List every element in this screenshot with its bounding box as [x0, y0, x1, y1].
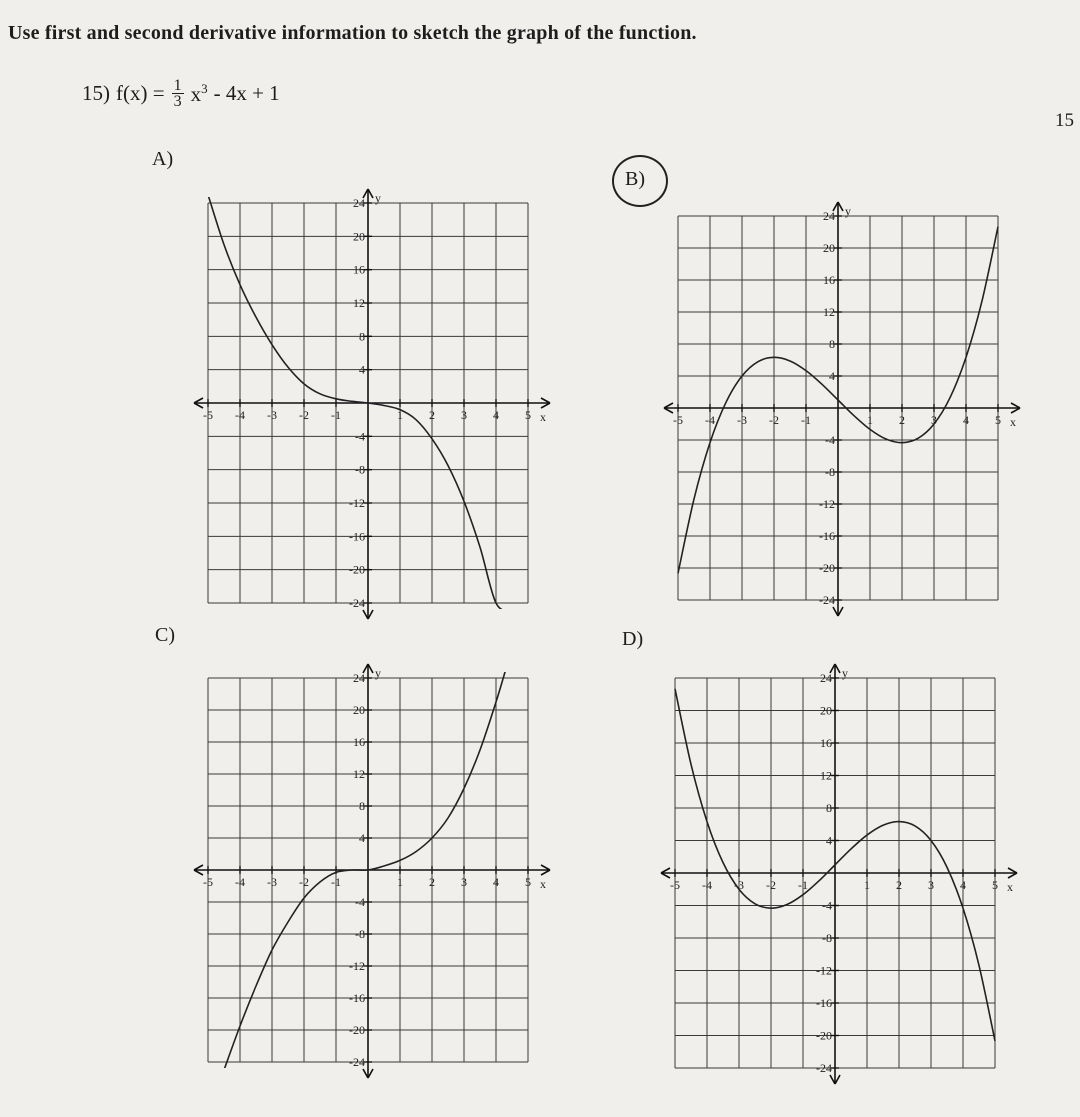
y-tick-label: 20 [823, 241, 835, 255]
y-tick-label: 12 [353, 767, 365, 781]
x-tick-label: -1 [801, 413, 811, 427]
x-tick-label: -1 [798, 878, 808, 892]
x-tick-label: -5 [670, 878, 680, 892]
x-tick-label: 2 [429, 408, 435, 422]
option-label-c[interactable]: C) [155, 624, 175, 646]
y-tick-label: 12 [353, 296, 365, 310]
x-tick-label: -4 [702, 878, 712, 892]
x-tick-label: -1 [331, 408, 341, 422]
y-tick-label: -20 [349, 562, 365, 577]
x-tick-label: 3 [461, 408, 467, 422]
x-axis-label: x [540, 410, 546, 424]
y-tick-label: 12 [823, 305, 835, 319]
x-tick-label: -2 [299, 875, 309, 889]
x-tick-label: 5 [525, 408, 531, 422]
y-tick-label: -24 [349, 1055, 365, 1069]
y-tick-label: -8 [822, 931, 832, 945]
function-rest: - 4x + 1 [213, 81, 280, 105]
y-tick-label: 16 [353, 735, 365, 749]
x-tick-label: 1 [864, 878, 870, 892]
x-tick-label: 5 [992, 878, 998, 892]
function-lhs: f(x) = [116, 81, 165, 105]
y-tick-label: 24 [823, 209, 835, 223]
x-tick-label: 4 [963, 413, 969, 427]
y-tick-label: 8 [359, 799, 365, 813]
y-axis-label: y [375, 666, 381, 680]
x-tick-label: 5 [525, 875, 531, 889]
y-tick-label: 24 [820, 671, 832, 685]
y-tick-label: 4 [359, 831, 365, 845]
x-tick-label: 4 [493, 408, 499, 422]
y-tick-label: -4 [822, 898, 832, 913]
x-axis-label: x [540, 877, 546, 891]
problem-number: 15) [82, 81, 110, 105]
y-tick-label: 8 [359, 329, 365, 344]
y-tick-label: -12 [816, 963, 832, 978]
x-tick-label: 3 [461, 875, 467, 889]
x-tick-label: 2 [899, 413, 905, 427]
y-tick-label: -12 [349, 959, 365, 973]
x-tick-label: 1 [397, 408, 403, 422]
y-tick-label: -24 [816, 1061, 832, 1075]
x-tick-label: 1 [397, 875, 403, 889]
x-tick-label: -4 [235, 875, 245, 889]
y-tick-label: 24 [353, 671, 365, 685]
fraction-numerator: 1 [173, 77, 182, 94]
x-tick-label: -3 [737, 413, 747, 427]
function-exponent: 3 [201, 80, 208, 96]
y-tick-label: -8 [355, 462, 365, 477]
y-tick-label: -20 [816, 1028, 832, 1043]
x-tick-label: 3 [931, 413, 937, 427]
y-tick-label: -12 [349, 496, 365, 510]
side-problem-number: 15 [1055, 110, 1074, 131]
y-tick-label: 12 [820, 768, 832, 783]
instruction-text: Use first and second derivative information to sketch the graph of the function. [8, 22, 697, 44]
y-tick-label: -20 [819, 561, 835, 575]
y-tick-label: 8 [826, 801, 832, 815]
x-tick-label: -4 [235, 408, 245, 422]
y-tick-label: -12 [819, 497, 835, 511]
y-tick-label: 4 [826, 833, 832, 848]
fraction-denominator: 3 [173, 93, 182, 110]
x-tick-label: 4 [960, 878, 966, 892]
y-tick-label: 4 [359, 362, 365, 377]
y-tick-label: -24 [349, 596, 365, 610]
x-tick-label: -2 [766, 878, 776, 892]
x-tick-label: -2 [769, 413, 779, 427]
y-tick-label: 16 [823, 273, 835, 287]
x-tick-label: -3 [267, 875, 277, 889]
x-tick-label: -5 [673, 413, 683, 427]
y-tick-label: -16 [819, 529, 835, 543]
y-tick-label: -16 [349, 991, 365, 1005]
y-tick-label: -4 [825, 433, 835, 447]
y-tick-label: 4 [829, 369, 835, 383]
y-tick-label: -24 [819, 593, 835, 607]
function-variable: $x^3$ [190, 80, 208, 106]
x-tick-label: 4 [493, 875, 499, 889]
option-label-d[interactable]: D) [622, 628, 644, 650]
x-tick-label: -3 [734, 878, 744, 892]
y-tick-label: -8 [825, 465, 835, 479]
y-tick-label: 16 [820, 736, 832, 750]
x-tick-label: -4 [705, 413, 715, 427]
y-tick-label: 20 [353, 229, 365, 244]
y-tick-label: -16 [816, 996, 832, 1010]
y-tick-label: 20 [353, 703, 365, 717]
x-tick-label: 2 [896, 878, 902, 892]
y-tick-label: -20 [349, 1023, 365, 1037]
x-tick-label: -5 [203, 408, 213, 422]
y-tick-label: -16 [349, 529, 365, 544]
option-label-a[interactable]: A) [152, 148, 174, 170]
x-tick-label: -5 [203, 875, 213, 889]
x-tick-label: 2 [429, 875, 435, 889]
y-tick-label: -4 [355, 429, 365, 444]
x-tick-label: 3 [928, 878, 934, 892]
y-tick-label: 8 [829, 337, 835, 351]
y-axis-label: y [375, 191, 381, 205]
x-tick-label: 1 [867, 413, 873, 427]
y-tick-label: -8 [355, 927, 365, 941]
y-axis-label: y [842, 666, 848, 680]
option-label-b[interactable]: B) [625, 168, 645, 190]
x-tick-label: -2 [299, 408, 309, 422]
y-axis-label: y [845, 204, 851, 218]
y-tick-label: 16 [353, 262, 365, 277]
y-tick-label: 24 [353, 196, 365, 210]
x-tick-label: -3 [267, 408, 277, 422]
y-tick-label: 20 [820, 703, 832, 718]
x-axis-label: x [1007, 880, 1013, 894]
x-tick-label: 5 [995, 413, 1001, 427]
x-tick-label: -1 [331, 875, 341, 889]
x-axis-label: x [1010, 415, 1016, 429]
y-tick-label: -4 [355, 895, 365, 909]
